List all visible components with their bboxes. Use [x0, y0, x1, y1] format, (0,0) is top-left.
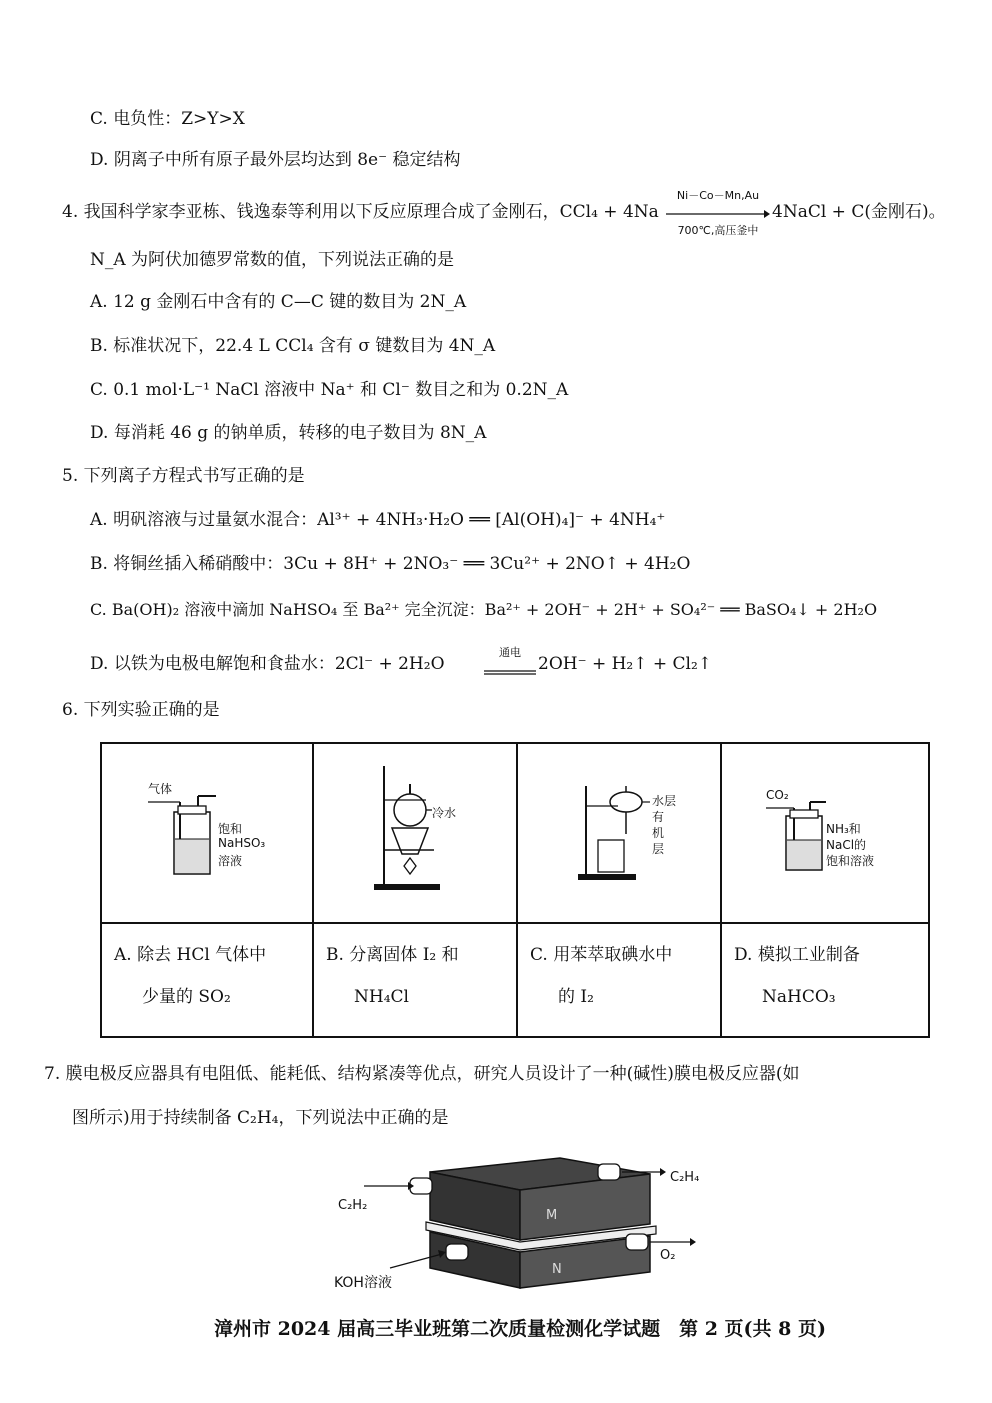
q6-a-label-2: NaHSO₃ [218, 836, 266, 850]
q7-label-o2: O₂ [660, 1248, 676, 1263]
q5-option-a: A. 明矾溶液与过量氨水混合：Al³⁺ + 4NH₃·H₂O ══ [Al(OH)₄]⁻ + 4NH₄⁺ [90, 510, 666, 530]
q6-caption-d-line1: D. 模拟工业制备 [734, 945, 860, 965]
arrow-icon [666, 210, 770, 218]
q6-c-label-organic-2: 机 [652, 826, 665, 840]
q6-caption-c [518, 922, 722, 1036]
q4-stem-part3: N_A 为阿伏加德罗常数的值，下列说法正确的是 [90, 250, 455, 270]
q5-option-c: C. Ba(OH)₂ 溶液中滴加 NaHSO₄ 至 Ba²⁺ 完全沉淀：Ba²⁺ + 2OH⁻ + 2H⁺ + SO₄²⁻ ══ BaSO₄↓ + 2H₂O [90, 600, 878, 619]
q4-option-a: A. 12 g 金刚石中含有的 C—C 键的数目为 2N_A [90, 292, 467, 312]
q6-caption-a-line1: A. 除去 HCl 气体中 [114, 945, 267, 965]
equals-arrow-icon [484, 669, 536, 675]
q6-d-label-co2: CO₂ [766, 788, 789, 802]
q7-stem-line2: 图所示)用于持续制备 C₂H₄，下列说法中正确的是 [72, 1108, 449, 1128]
q4-condition-top: Ni－Co－Mn,Au [676, 189, 760, 202]
q7-stem-line1: 7. 膜电极反应器具有电阻低、能耗低、结构紧凑等优点，研究人员设计了一种(碱性)膜电极反应器(如 [44, 1064, 800, 1084]
q4-stem-part2: 4NaCl + C(金刚石)。 [772, 202, 946, 222]
q6-c-label-organic-1: 有 [652, 810, 665, 824]
q5-condition: 通电 [499, 646, 521, 659]
q6-a-label-gas: 气体 [148, 782, 173, 796]
gas-absorption-bottle-icon [722, 744, 928, 920]
page-footer: 漳州市 2024 届高三毕业班第二次质量检测化学试题 第 2 页(共 8 页) [214, 1318, 826, 1340]
q7-label-koh: KOH溶液 [334, 1275, 392, 1291]
q5-option-b: B. 将铜丝插入稀硝酸中：3Cu + 8H⁺ + 2NO₃⁻ ══ 3Cu²⁺ + 2NO↑ + 4H₂O [90, 554, 691, 574]
q6-caption-c-line1: C. 用苯萃取碘水中 [530, 945, 673, 965]
q6-diagram-b [314, 744, 518, 922]
q6-d-label-2: NaCl的 [826, 838, 867, 852]
q6-diagram-c [518, 744, 722, 922]
q7-label-n: N [552, 1262, 562, 1277]
q6-a-label-3: 溶液 [218, 854, 243, 868]
gas-washing-bottle-icon [102, 744, 312, 920]
q6-caption-c-line2: 的 I₂ [558, 987, 594, 1007]
q5-electrolysis-arrow [484, 644, 536, 679]
q6-d-label-3: 饱和溶液 [826, 854, 875, 868]
q4-condition-bottom: 700℃,高压釜中 [677, 224, 759, 237]
q6-caption-d [722, 922, 928, 1036]
q6-stem: 6. 下列实验正确的是 [62, 700, 220, 720]
sublimation-apparatus-icon [314, 744, 516, 920]
q7-label-c2h4: C₂H₄ [670, 1170, 700, 1185]
q7-label-c2h2: C₂H₂ [338, 1198, 368, 1213]
q4-stem-part1: 4. 我国科学家李亚栋、钱逸泰等利用以下反应原理合成了金刚石，CCl₄ + 4Na [62, 202, 659, 222]
q6-c-label-organic-3: 层 [652, 842, 665, 856]
q7-label-m: M [546, 1208, 558, 1223]
q6-a-label-1: 饱和 [218, 822, 243, 836]
q6-c-label-water-layer: 水层 [652, 794, 677, 808]
q6-d-label-1: NH₃和 [826, 822, 861, 836]
q5-option-d-part2: 2OH⁻ + H₂↑ + Cl₂↑ [538, 654, 713, 674]
q6-caption-b [314, 922, 518, 1036]
q6-caption-a-line2: 少量的 SO₂ [142, 987, 231, 1007]
separatory-funnel-icon [518, 744, 720, 920]
q4-reaction-arrow [666, 187, 770, 238]
q3-option-d: D. 阴离子中所有原子最外层均达到 8e⁻ 稳定结构 [90, 150, 461, 170]
q4-option-b: B. 标准状况下，22.4 L CCl₄ 含有 σ 键数目为 4N_A [90, 336, 496, 356]
q5-stem: 5. 下列离子方程式书写正确的是 [62, 466, 305, 486]
q6-diagram-d [722, 744, 928, 922]
q6-caption-d-line2: NaHCO₃ [762, 987, 836, 1007]
q6-caption-b-line2: NH₄Cl [354, 987, 409, 1007]
q6-caption-b-line1: B. 分离固体 I₂ 和 [326, 945, 459, 965]
q3-option-c: C. 电负性：Z>Y>X [90, 109, 245, 129]
q7-membrane-reactor-diagram [330, 1150, 730, 1298]
q5-option-d-part1: D. 以铁为电极电解饱和食盐水：2Cl⁻ + 2H₂O [90, 654, 445, 674]
q6-b-label-cold-water: 冷水 [432, 806, 457, 820]
q4-option-c: C. 0.1 mol·L⁻¹ NaCl 溶液中 Na⁺ 和 Cl⁻ 数目之和为 0.2N_A [90, 380, 569, 400]
q6-diagram-a [102, 744, 314, 922]
q6-caption-a [102, 922, 314, 1036]
q6-options-table [100, 742, 930, 1038]
q4-option-d: D. 每消耗 46 g 的钠单质，转移的电子数目为 8N_A [90, 423, 487, 443]
